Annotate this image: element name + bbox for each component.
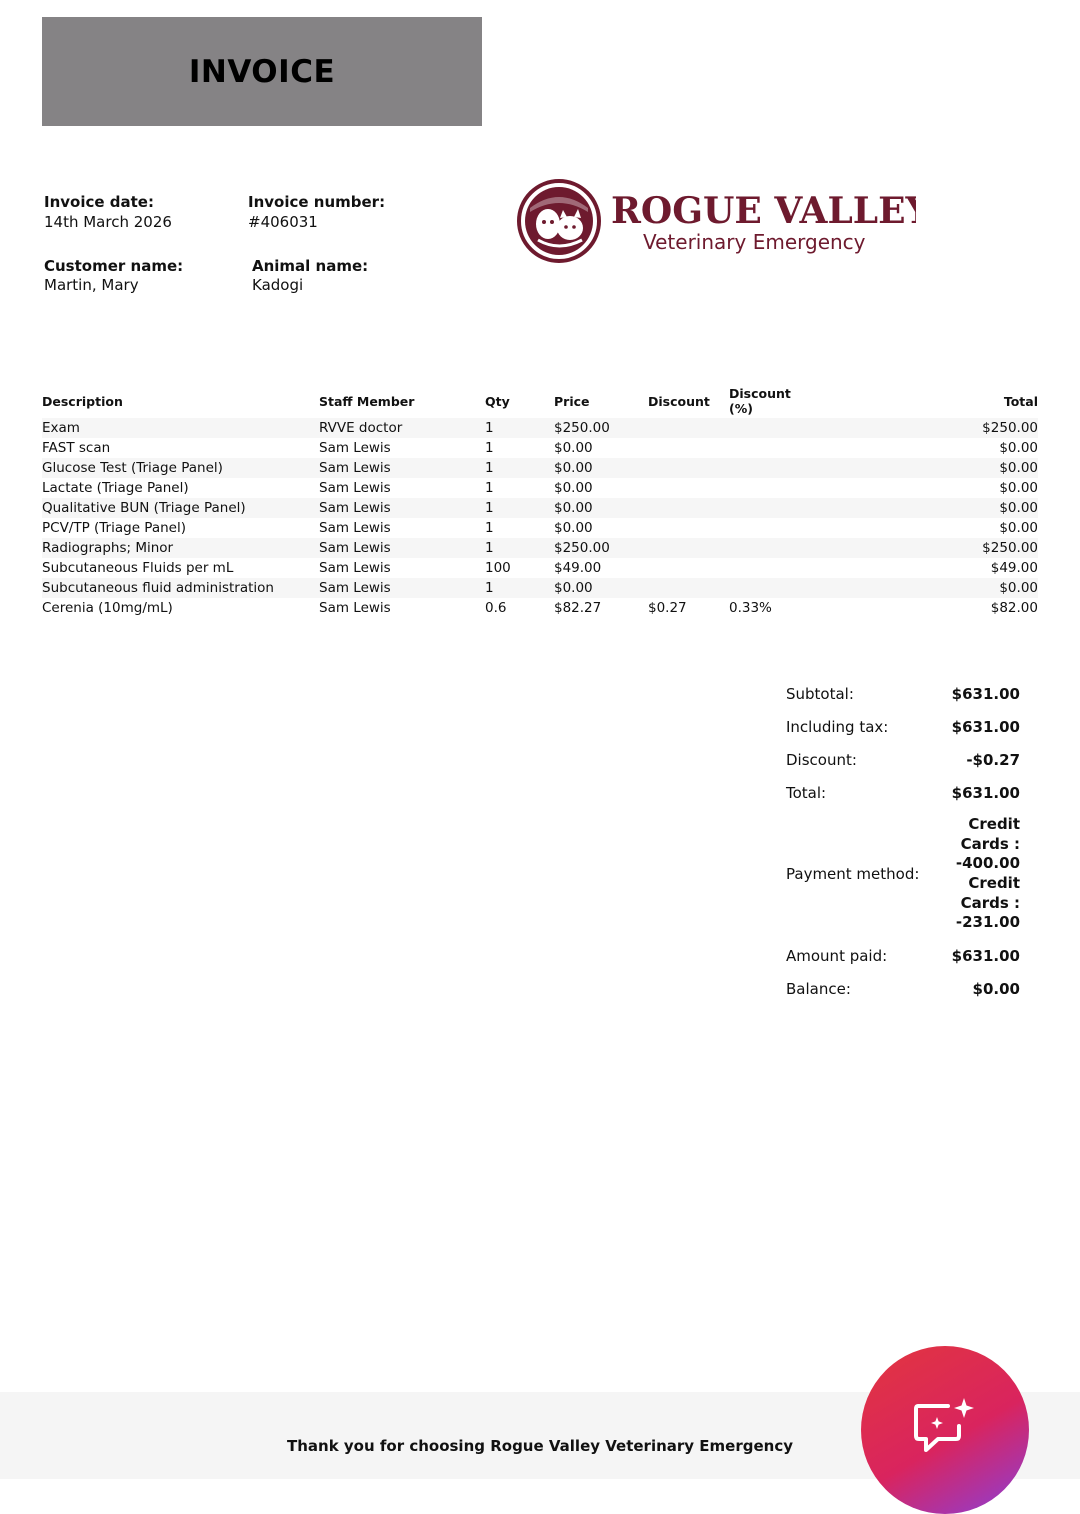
cell-price: $0.00 bbox=[554, 520, 593, 536]
col-description: Description bbox=[42, 393, 123, 409]
cell-description: Qualitative BUN (Triage Panel) bbox=[42, 498, 319, 518]
cell-price: $0.00 bbox=[554, 480, 593, 496]
cell-price: $0.00 bbox=[554, 458, 648, 478]
cell-staff: Sam Lewis bbox=[319, 538, 485, 558]
table-row bbox=[42, 558, 1038, 578]
col-qty: Qty bbox=[485, 393, 510, 409]
cell-discount bbox=[648, 558, 729, 578]
table-row bbox=[42, 538, 1038, 558]
amount-paid-row bbox=[786, 939, 1020, 972]
invoice-date-value: 14th March 2026 bbox=[44, 213, 172, 231]
payment-line: -400.00 bbox=[955, 854, 1020, 873]
cell-price: $250.00 bbox=[554, 418, 648, 438]
cell-staff: Sam Lewis bbox=[319, 440, 391, 456]
table-row bbox=[42, 478, 1038, 498]
cell-total: $0.00 bbox=[999, 480, 1038, 496]
cell-discount-pct: 0.33% bbox=[729, 600, 772, 616]
totals-summary bbox=[786, 677, 1020, 1005]
ai-chat-button[interactable] bbox=[861, 1346, 1029, 1514]
cell-staff: Sam Lewis bbox=[319, 458, 485, 478]
cell-description: Glucose Test (Triage Panel) bbox=[42, 458, 319, 478]
cell-discount-pct bbox=[729, 518, 879, 538]
cell-staff: RVVE doctor bbox=[319, 418, 485, 438]
payment-line: Credit bbox=[968, 874, 1020, 892]
cell-total: $0.00 bbox=[879, 458, 1038, 478]
cell-staff: Sam Lewis bbox=[319, 578, 485, 598]
cell-discount bbox=[648, 478, 729, 498]
cell-discount-pct bbox=[729, 578, 879, 598]
cell-qty: 100 bbox=[485, 560, 511, 576]
clinic-logo-graphic bbox=[516, 178, 916, 268]
cell-discount bbox=[648, 518, 729, 538]
cell-description: Radiographs; Minor bbox=[42, 538, 319, 558]
footer-thank-you: Thank you for choosing Rogue Valley Veterinary Emergency bbox=[286, 1436, 793, 1455]
table-row bbox=[42, 438, 1038, 458]
cell-staff: Sam Lewis bbox=[319, 520, 391, 536]
cell-qty: 1 bbox=[485, 418, 554, 438]
col-discount-pct-line2: (%) bbox=[729, 401, 753, 416]
cell-description: Lactate (Triage Panel) bbox=[42, 480, 189, 496]
payment-method-value bbox=[934, 809, 1020, 939]
total-row bbox=[786, 776, 1020, 809]
cell-total: $250.00 bbox=[879, 538, 1038, 558]
line-items-table bbox=[42, 384, 1038, 618]
cell-description: PCV/TP (Triage Panel) bbox=[42, 520, 186, 536]
col-price: Price bbox=[554, 393, 590, 409]
table-row bbox=[42, 578, 1038, 598]
table-row bbox=[42, 418, 1038, 438]
table-header-row bbox=[42, 384, 1038, 418]
payment-line: Cards : bbox=[960, 893, 1020, 912]
invoice-date-label: Invoice date: bbox=[44, 193, 154, 211]
balance-label: Balance: bbox=[786, 979, 851, 998]
subtotal-value: $631.00 bbox=[951, 684, 1020, 703]
payment-method-label: Payment method: bbox=[786, 865, 920, 883]
cell-total: $0.00 bbox=[999, 440, 1038, 456]
tax-value: $631.00 bbox=[951, 717, 1020, 736]
cell-discount-pct bbox=[729, 438, 879, 458]
cell-total: $0.00 bbox=[879, 498, 1038, 518]
col-discount-pct-line1: Discount bbox=[729, 386, 791, 401]
cell-price: $0.00 bbox=[554, 578, 648, 598]
cell-staff: Sam Lewis bbox=[319, 480, 391, 496]
payment-lines bbox=[942, 815, 1020, 933]
cell-discount bbox=[648, 458, 729, 478]
cell-price: $82.27 bbox=[554, 600, 602, 616]
amount-paid-label: Amount paid: bbox=[786, 946, 888, 965]
cell-description: Subcutaneous Fluids per mL bbox=[42, 560, 234, 576]
tax-row bbox=[786, 710, 1020, 743]
col-total: Total bbox=[1003, 393, 1038, 409]
cell-price: $49.00 bbox=[554, 560, 602, 576]
tax-label: Including tax: bbox=[786, 717, 889, 736]
cell-qty: 1 bbox=[485, 578, 554, 598]
cell-discount-pct bbox=[729, 538, 879, 558]
logo-tagline: Veterinary Emergency bbox=[643, 230, 866, 254]
cell-discount-pct bbox=[729, 458, 879, 478]
ai-chat-sparkle-icon bbox=[912, 1396, 978, 1458]
cell-discount bbox=[648, 498, 729, 518]
cell-total: $49.00 bbox=[990, 560, 1038, 576]
cell-staff: Sam Lewis bbox=[319, 560, 391, 576]
cell-discount-pct bbox=[729, 558, 879, 578]
cell-qty: 1 bbox=[485, 458, 554, 478]
cell-price: $0.00 bbox=[554, 498, 648, 518]
discount-value: -$0.27 bbox=[966, 750, 1020, 769]
cell-staff: Sam Lewis bbox=[319, 498, 485, 518]
cell-total: $250.00 bbox=[879, 418, 1038, 438]
payment-line: Cards : bbox=[960, 834, 1020, 853]
cell-description: Exam bbox=[42, 418, 319, 438]
cell-discount bbox=[648, 578, 729, 598]
cell-discount: $0.27 bbox=[648, 600, 687, 616]
logo-name: ROGUE VALLEY bbox=[611, 190, 916, 232]
cell-description: Subcutaneous fluid administration bbox=[42, 578, 319, 598]
invoice-number-value: #406031 bbox=[248, 213, 318, 231]
discount-row bbox=[786, 743, 1020, 776]
table-row bbox=[42, 498, 1038, 518]
col-staff: Staff Member bbox=[319, 393, 415, 409]
payment-line: Credit bbox=[968, 814, 1020, 833]
table-row bbox=[42, 518, 1038, 538]
cell-description: FAST scan bbox=[42, 440, 111, 456]
discount-label: Discount: bbox=[786, 750, 857, 769]
table-row bbox=[42, 598, 1038, 618]
cell-qty: 1 bbox=[485, 520, 494, 536]
cell-discount-pct bbox=[729, 498, 879, 518]
cell-description: Cerenia (10mg/mL) bbox=[42, 600, 173, 616]
animal-name-label: Animal name: bbox=[252, 257, 369, 275]
cell-total: $82.00 bbox=[990, 600, 1038, 616]
cell-price: $0.00 bbox=[554, 440, 593, 456]
payment-method-row bbox=[786, 809, 1020, 939]
cell-qty: 1 bbox=[485, 538, 554, 558]
balance-row bbox=[786, 972, 1020, 1005]
cell-total: $0.00 bbox=[999, 520, 1038, 536]
cell-price: $250.00 bbox=[554, 538, 648, 558]
balance-value: $0.00 bbox=[972, 979, 1020, 998]
payment-line: -231.00 bbox=[955, 913, 1020, 932]
cell-qty: 1 bbox=[485, 480, 494, 496]
total-label: Total: bbox=[786, 783, 827, 802]
invoice-title-banner bbox=[42, 17, 482, 126]
cell-total: $0.00 bbox=[879, 578, 1038, 598]
subtotal-label: Subtotal: bbox=[786, 684, 854, 703]
customer-name-value: Martin, Mary bbox=[44, 276, 139, 294]
cell-discount bbox=[648, 418, 729, 438]
invoice-title: INVOICE bbox=[188, 53, 336, 90]
col-discount-pct bbox=[729, 384, 879, 418]
table-row bbox=[42, 458, 1038, 478]
customer-name-label: Customer name: bbox=[44, 257, 184, 275]
col-discount: Discount bbox=[648, 393, 710, 409]
animal-name-value: Kadogi bbox=[252, 276, 304, 294]
pet-emblem-icon bbox=[519, 181, 599, 261]
cell-qty: 1 bbox=[485, 440, 494, 456]
total-value: $631.00 bbox=[951, 783, 1020, 802]
cell-qty: 0.6 bbox=[485, 600, 507, 616]
cell-discount bbox=[648, 538, 729, 558]
cell-qty: 1 bbox=[485, 498, 554, 518]
cell-staff: Sam Lewis bbox=[319, 600, 391, 616]
cell-discount-pct bbox=[729, 418, 879, 438]
amount-paid-value: $631.00 bbox=[951, 946, 1020, 965]
subtotal-row bbox=[786, 677, 1020, 710]
clinic-logo bbox=[516, 178, 916, 268]
invoice-number-label: Invoice number: bbox=[248, 193, 386, 211]
cell-discount bbox=[648, 438, 729, 458]
cell-discount-pct bbox=[729, 478, 879, 498]
